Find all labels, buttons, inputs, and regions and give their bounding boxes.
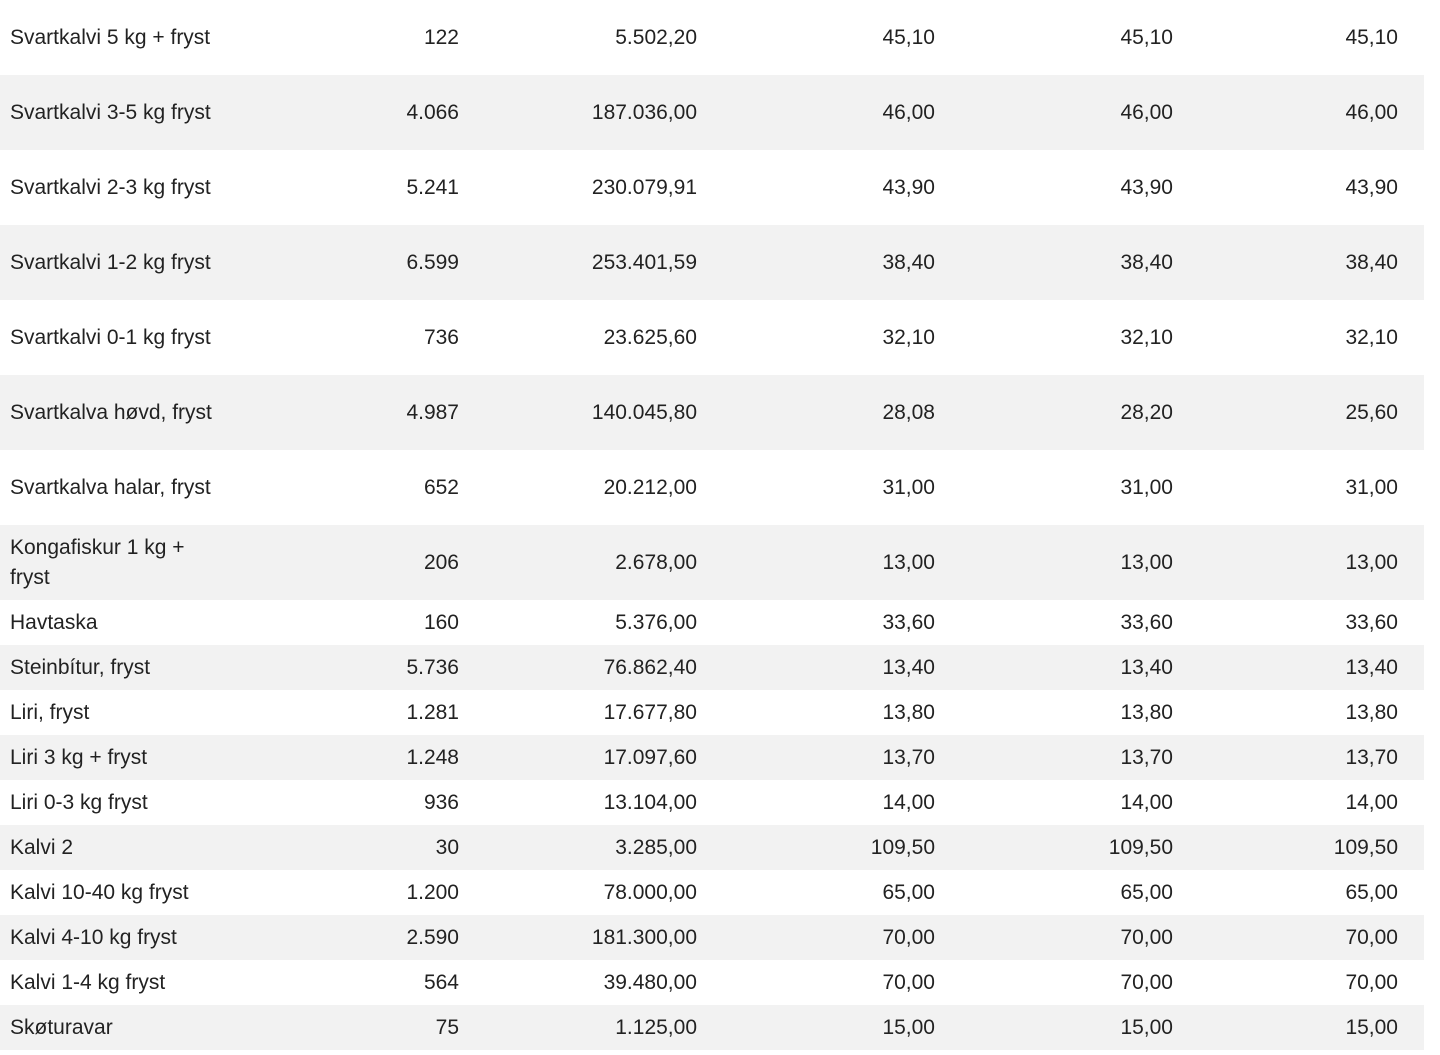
low-price-cell: 14,00 — [1345, 790, 1398, 814]
total-value-cell: 187.036,00 — [591, 100, 697, 124]
average-price-cell: 32,10 — [882, 325, 935, 349]
table-row — [0, 1005, 1424, 1050]
total-value-cell: 1.125,00 — [615, 1015, 697, 1039]
average-price-cell: 65,00 — [882, 880, 935, 904]
table-row — [0, 825, 1424, 870]
average-price-cell: 46,00 — [882, 100, 935, 124]
low-price-cell: 13,80 — [1345, 700, 1398, 724]
species-name-cell: Kalvi 1-4 kg fryst — [10, 970, 166, 994]
total-value-cell: 253.401,59 — [591, 250, 697, 274]
quantity-cell: 736 — [423, 325, 459, 349]
total-value-cell: 230.079,91 — [591, 175, 697, 199]
low-price-cell: 33,60 — [1345, 610, 1398, 634]
average-price-cell: 70,00 — [882, 970, 935, 994]
total-value-cell: 181.300,00 — [591, 925, 697, 949]
table-row — [0, 780, 1424, 825]
total-value-cell: 20.212,00 — [603, 475, 697, 499]
table-row — [0, 960, 1424, 1005]
quantity-cell: 206 — [423, 550, 459, 574]
species-name-cell: Liri, fryst — [10, 700, 90, 724]
low-price-cell: 46,00 — [1345, 100, 1398, 124]
high-price-cell: 13,70 — [1120, 745, 1173, 769]
quantity-cell: 160 — [423, 610, 459, 634]
high-price-cell: 32,10 — [1120, 325, 1173, 349]
high-price-cell: 38,40 — [1120, 250, 1173, 274]
high-price-cell: 33,60 — [1120, 610, 1173, 634]
average-price-cell: 13,70 — [882, 745, 935, 769]
total-value-cell: 17.677,80 — [603, 700, 697, 724]
table-row — [0, 150, 1424, 225]
species-name-cell: Kalvi 4-10 kg fryst — [10, 925, 177, 949]
total-value-cell: 140.045,80 — [591, 400, 697, 424]
quantity-cell: 1.200 — [406, 880, 459, 904]
high-price-cell: 65,00 — [1120, 880, 1173, 904]
quantity-cell: 564 — [423, 970, 459, 994]
total-value-cell: 13.104,00 — [603, 790, 697, 814]
average-price-cell: 31,00 — [882, 475, 935, 499]
low-price-cell: 32,10 — [1345, 325, 1398, 349]
table-row — [0, 75, 1424, 150]
average-price-cell: 14,00 — [882, 790, 935, 814]
low-price-cell: 109,50 — [1333, 835, 1398, 859]
quantity-cell: 1.248 — [406, 745, 459, 769]
high-price-cell: 15,00 — [1120, 1015, 1173, 1039]
species-name-cell: Havtaska — [10, 610, 98, 634]
low-price-cell: 45,10 — [1345, 25, 1398, 49]
average-price-cell: 109,50 — [870, 835, 935, 859]
total-value-cell: 2.678,00 — [615, 550, 697, 574]
low-price-cell: 43,90 — [1345, 175, 1398, 199]
table-row — [0, 600, 1424, 645]
total-value-cell: 3.285,00 — [615, 835, 697, 859]
table-row — [0, 870, 1424, 915]
high-price-cell: 13,00 — [1120, 550, 1173, 574]
average-price-cell: 13,40 — [882, 655, 935, 679]
species-name-cell: Svartkalvi 0-1 kg fryst — [10, 325, 211, 349]
table-row — [0, 525, 1424, 600]
average-price-cell: 45,10 — [882, 25, 935, 49]
species-name-cell: Steinbítur, fryst — [10, 655, 151, 679]
table-row — [0, 645, 1424, 690]
high-price-cell: 14,00 — [1120, 790, 1173, 814]
low-price-cell: 13,70 — [1345, 745, 1398, 769]
total-value-cell: 39.480,00 — [603, 970, 697, 994]
low-price-cell: 65,00 — [1345, 880, 1398, 904]
quantity-cell: 122 — [423, 25, 459, 49]
average-price-cell: 15,00 — [882, 1015, 935, 1039]
table-row — [0, 300, 1424, 375]
low-price-cell: 13,00 — [1345, 550, 1398, 574]
average-price-cell: 38,40 — [882, 250, 935, 274]
high-price-cell: 28,20 — [1120, 400, 1173, 424]
high-price-cell: 45,10 — [1120, 25, 1173, 49]
table-row — [0, 690, 1424, 735]
high-price-cell: 70,00 — [1120, 970, 1173, 994]
species-name-cell: Kalvi 2 — [10, 835, 74, 859]
total-value-cell: 17.097,60 — [603, 745, 697, 769]
quantity-cell: 4.987 — [406, 400, 459, 424]
high-price-cell: 31,00 — [1120, 475, 1173, 499]
high-price-cell: 70,00 — [1120, 925, 1173, 949]
high-price-cell: 43,90 — [1120, 175, 1173, 199]
low-price-cell: 31,00 — [1345, 475, 1398, 499]
table-row — [0, 735, 1424, 780]
quantity-cell: 4.066 — [406, 100, 459, 124]
species-name-cell: Svartkalva høvd, fryst — [10, 400, 212, 424]
total-value-cell: 78.000,00 — [603, 880, 697, 904]
low-price-cell: 25,60 — [1345, 400, 1398, 424]
average-price-cell: 13,00 — [882, 550, 935, 574]
quantity-cell: 5.241 — [406, 175, 459, 199]
average-price-cell: 28,08 — [882, 400, 935, 424]
low-price-cell: 13,40 — [1345, 655, 1398, 679]
high-price-cell: 13,40 — [1120, 655, 1173, 679]
total-value-cell: 23.625,60 — [603, 325, 697, 349]
total-value-cell: 5.502,20 — [615, 25, 697, 49]
species-name-cell: Kalvi 10-40 kg fryst — [10, 880, 189, 904]
low-price-cell: 70,00 — [1345, 970, 1398, 994]
average-price-cell: 33,60 — [882, 610, 935, 634]
table-row — [0, 0, 1424, 75]
quantity-cell: 6.599 — [406, 250, 459, 274]
low-price-cell: 15,00 — [1345, 1015, 1398, 1039]
species-name-cell: Svartkalvi 5 kg + fryst — [10, 25, 211, 49]
species-name-cell: Kongafiskur 1 kg + fryst — [10, 535, 185, 589]
table-row — [0, 225, 1424, 300]
quantity-cell: 75 — [435, 1015, 459, 1039]
quantity-cell: 5.736 — [406, 655, 459, 679]
high-price-cell: 46,00 — [1120, 100, 1173, 124]
species-name-cell: Svartkalvi 1-2 kg fryst — [10, 250, 211, 274]
low-price-cell: 70,00 — [1345, 925, 1398, 949]
high-price-cell: 109,50 — [1108, 835, 1173, 859]
quantity-cell: 1.281 — [406, 700, 459, 724]
total-value-cell: 76.862,40 — [603, 655, 697, 679]
table-row — [0, 375, 1424, 450]
quantity-cell: 2.590 — [406, 925, 459, 949]
quantity-cell: 936 — [423, 790, 459, 814]
average-price-cell: 70,00 — [882, 925, 935, 949]
species-name-cell: Svartkalvi 3-5 kg fryst — [10, 100, 211, 124]
low-price-cell: 38,40 — [1345, 250, 1398, 274]
species-name-cell: Liri 0-3 kg fryst — [10, 790, 148, 814]
species-name-cell: Skøturavar — [10, 1015, 113, 1039]
species-name-cell: Svartkalvi 2-3 kg fryst — [10, 175, 211, 199]
table-row — [0, 450, 1424, 525]
table-row — [0, 915, 1424, 960]
average-price-cell: 13,80 — [882, 700, 935, 724]
high-price-cell: 13,80 — [1120, 700, 1173, 724]
species-name-cell: Liri 3 kg + fryst — [10, 745, 148, 769]
quantity-cell: 30 — [435, 835, 459, 859]
quantity-cell: 652 — [423, 475, 459, 499]
species-name-cell: Svartkalva halar, fryst — [10, 475, 211, 499]
total-value-cell: 5.376,00 — [615, 610, 697, 634]
average-price-cell: 43,90 — [882, 175, 935, 199]
